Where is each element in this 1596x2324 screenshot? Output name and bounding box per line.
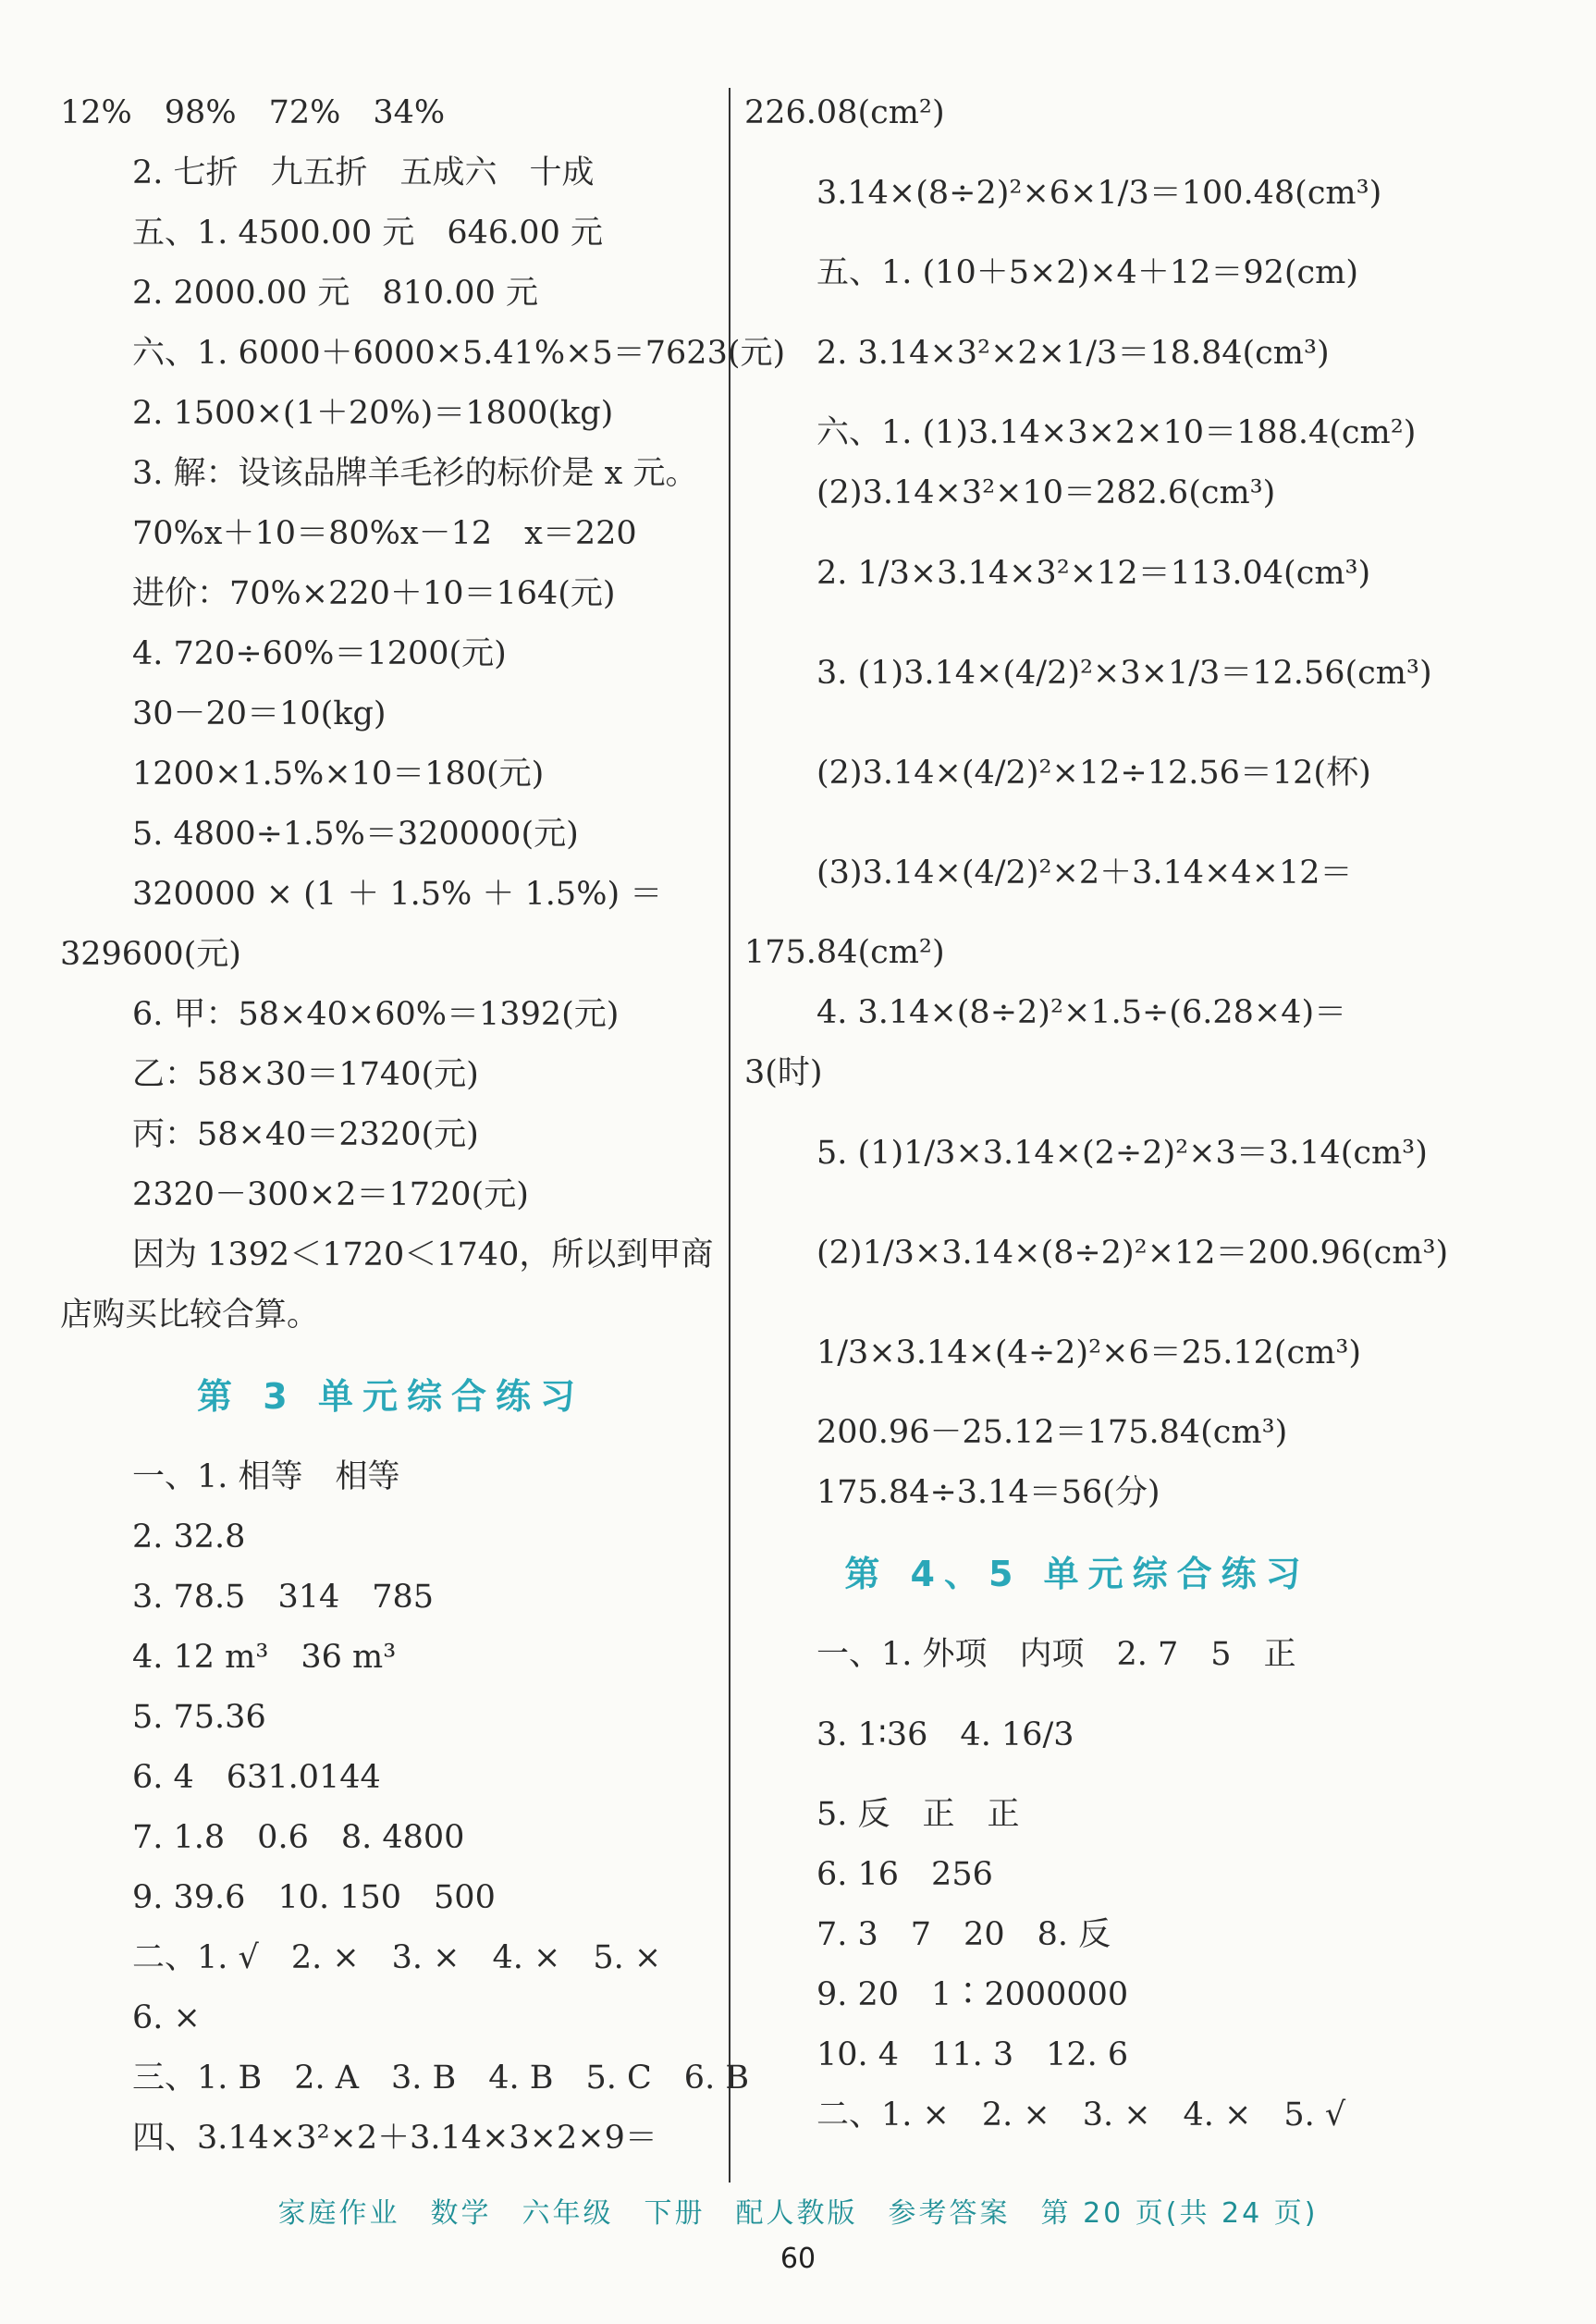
section-heading-unit-4-5: 第 4、5 单元综合练习 [844, 1554, 1310, 1594]
answer-line: 1/3×3.14×(4÷2)²×6＝25.12(cm³) [816, 1334, 1362, 1371]
answer-line: (2)3.14×3²×10＝282.6(cm³) [816, 474, 1276, 511]
answer-line: 10. 4 11. 3 12. 6 [816, 2036, 1129, 2073]
answer-line: 五、1. (10＋5×2)×4＋12＝92(cm) [816, 254, 1358, 291]
answer-line: 一、1. 外项 内项 2. 7 5 正 [816, 1636, 1296, 1673]
answer-line: 二、1. × 2. × 3. × 4. × 5. √ [816, 2097, 1346, 2133]
answer-line: 6. 16 256 [816, 1856, 993, 1893]
answer-line: 3. (1)3.14×(4/2)²×3×1/3＝12.56(cm³) [816, 655, 1432, 692]
answer-line: 1200×1.5%×10＝180(元) [132, 756, 545, 793]
answer-line: 5. 75.36 [132, 1699, 266, 1736]
right-column [744, 83, 1449, 2146]
answer-line: 7. 1.8 0.6 8. 4800 [132, 1819, 465, 1856]
answer-line: 二、1. √ 2. × 3. × 4. × 5. × [132, 1939, 662, 1976]
answer-line: 3(时) [744, 1054, 823, 1091]
answer-line: 3.14×(8÷2)²×6×1/3＝100.48(cm³) [816, 175, 1382, 212]
answer-line: 5. 4800÷1.5%＝320000(元) [132, 816, 579, 853]
answer-line: 六、1. 6000＋6000×5.41%×5＝7623(元) [132, 335, 786, 372]
answer-line: 三、1. B 2. A 3. B 4. B 5. C 6. B [132, 2060, 750, 2097]
answer-line: 9. 39.6 10. 150 500 [132, 1879, 496, 1916]
answer-line: 329600(元) [60, 936, 241, 973]
page-footer: 家庭作业 数学 六年级 下册 配人教版 参考答案 第 20 页(共 24 页) [277, 2197, 1319, 2230]
answer-line: 9. 20 1∶2000000 [816, 1976, 1129, 2013]
answer-line: 200.96－25.12＝175.84(cm³) [816, 1414, 1288, 1451]
answer-line: 175.84(cm²) [744, 934, 945, 971]
answer-line: 4. 12 m³ 36 m³ [132, 1639, 397, 1676]
answer-line: 2. 七折 九五折 五成六 十成 [132, 154, 595, 191]
answer-line: 12% 98% 72% 34% [60, 94, 446, 131]
answer-line: 2. 3.14×3²×2×1/3＝18.84(cm³) [816, 335, 1330, 372]
answer-line: 六、1. (1)3.14×3×2×10＝188.4(cm²) [816, 414, 1417, 451]
answer-line: 因为 1392＜1720＜1740，所以到甲商 [132, 1236, 714, 1273]
answer-line: (2)1/3×3.14×(8÷2)²×12＝200.96(cm³) [816, 1235, 1449, 1272]
column-divider [729, 88, 730, 2183]
answer-line: 3. 1∶36 4. 16/3 [816, 1716, 1074, 1753]
answer-line: 4. 3.14×(8÷2)²×1.5÷(6.28×4)＝ [816, 994, 1347, 1031]
answer-line: 2. 1/3×3.14×3²×12＝113.04(cm³) [816, 555, 1371, 592]
answer-line: 五、1. 4500.00 元 646.00 元 [132, 215, 603, 252]
answer-line: 320000 × (1 ＋ 1.5% ＋ 1.5%) ＝ [132, 876, 663, 913]
answer-line: 2320－300×2＝1720(元) [132, 1176, 529, 1213]
answer-line: 2. 32.8 [132, 1519, 246, 1555]
answer-line: 5. (1)1/3×3.14×(2÷2)²×3＝3.14(cm³) [816, 1135, 1428, 1172]
answer-line: 乙：58×30＝1740(元) [132, 1056, 479, 1093]
answer-line: 一、1. 相等 相等 [132, 1458, 400, 1495]
answer-line: (3)3.14×(4/2)²×2＋3.14×4×12＝ [816, 855, 1353, 891]
answer-line: 4. 720÷60%＝1200(元) [132, 635, 507, 672]
answer-line: 70%x＋10＝80%x－12 x＝220 [132, 515, 637, 552]
page-number: 60 [780, 2243, 816, 2275]
answer-line: 226.08(cm²) [744, 94, 945, 131]
answer-line: 7. 3 7 20 8. 反 [816, 1916, 1111, 1953]
answer-line: 6. × [132, 1999, 201, 2036]
answer-line: 店购买比较合算。 [60, 1297, 320, 1334]
answer-line: 进价：70%×220＋10＝164(元) [132, 575, 616, 612]
answer-line: 2. 2000.00 元 810.00 元 [132, 275, 538, 312]
answer-line: 3. 解：设该品牌羊毛衫的标价是 x 元。 [132, 455, 698, 492]
answer-line: 175.84÷3.14＝56(分) [816, 1474, 1160, 1511]
answer-line: 3. 78.5 314 785 [132, 1579, 435, 1616]
answer-line: 丙：58×40＝2320(元) [132, 1116, 479, 1153]
answer-line: 6. 4 631.0144 [132, 1759, 381, 1796]
answer-line: (2)3.14×(4/2)²×12÷12.56＝12(杯) [816, 755, 1371, 792]
answer-line: 四、3.14×3²×2＋3.14×3×2×9＝ [132, 2120, 657, 2157]
answer-line: 2. 1500×(1＋20%)＝1800(kg) [132, 395, 614, 432]
answer-line: 30－20＝10(kg) [132, 695, 387, 732]
answer-line: 6. 甲：58×40×60%＝1392(元) [132, 996, 620, 1033]
answer-line: 5. 反 正 正 [816, 1796, 1020, 1833]
section-heading-unit-3: 第 3 单元综合练习 [197, 1376, 584, 1417]
